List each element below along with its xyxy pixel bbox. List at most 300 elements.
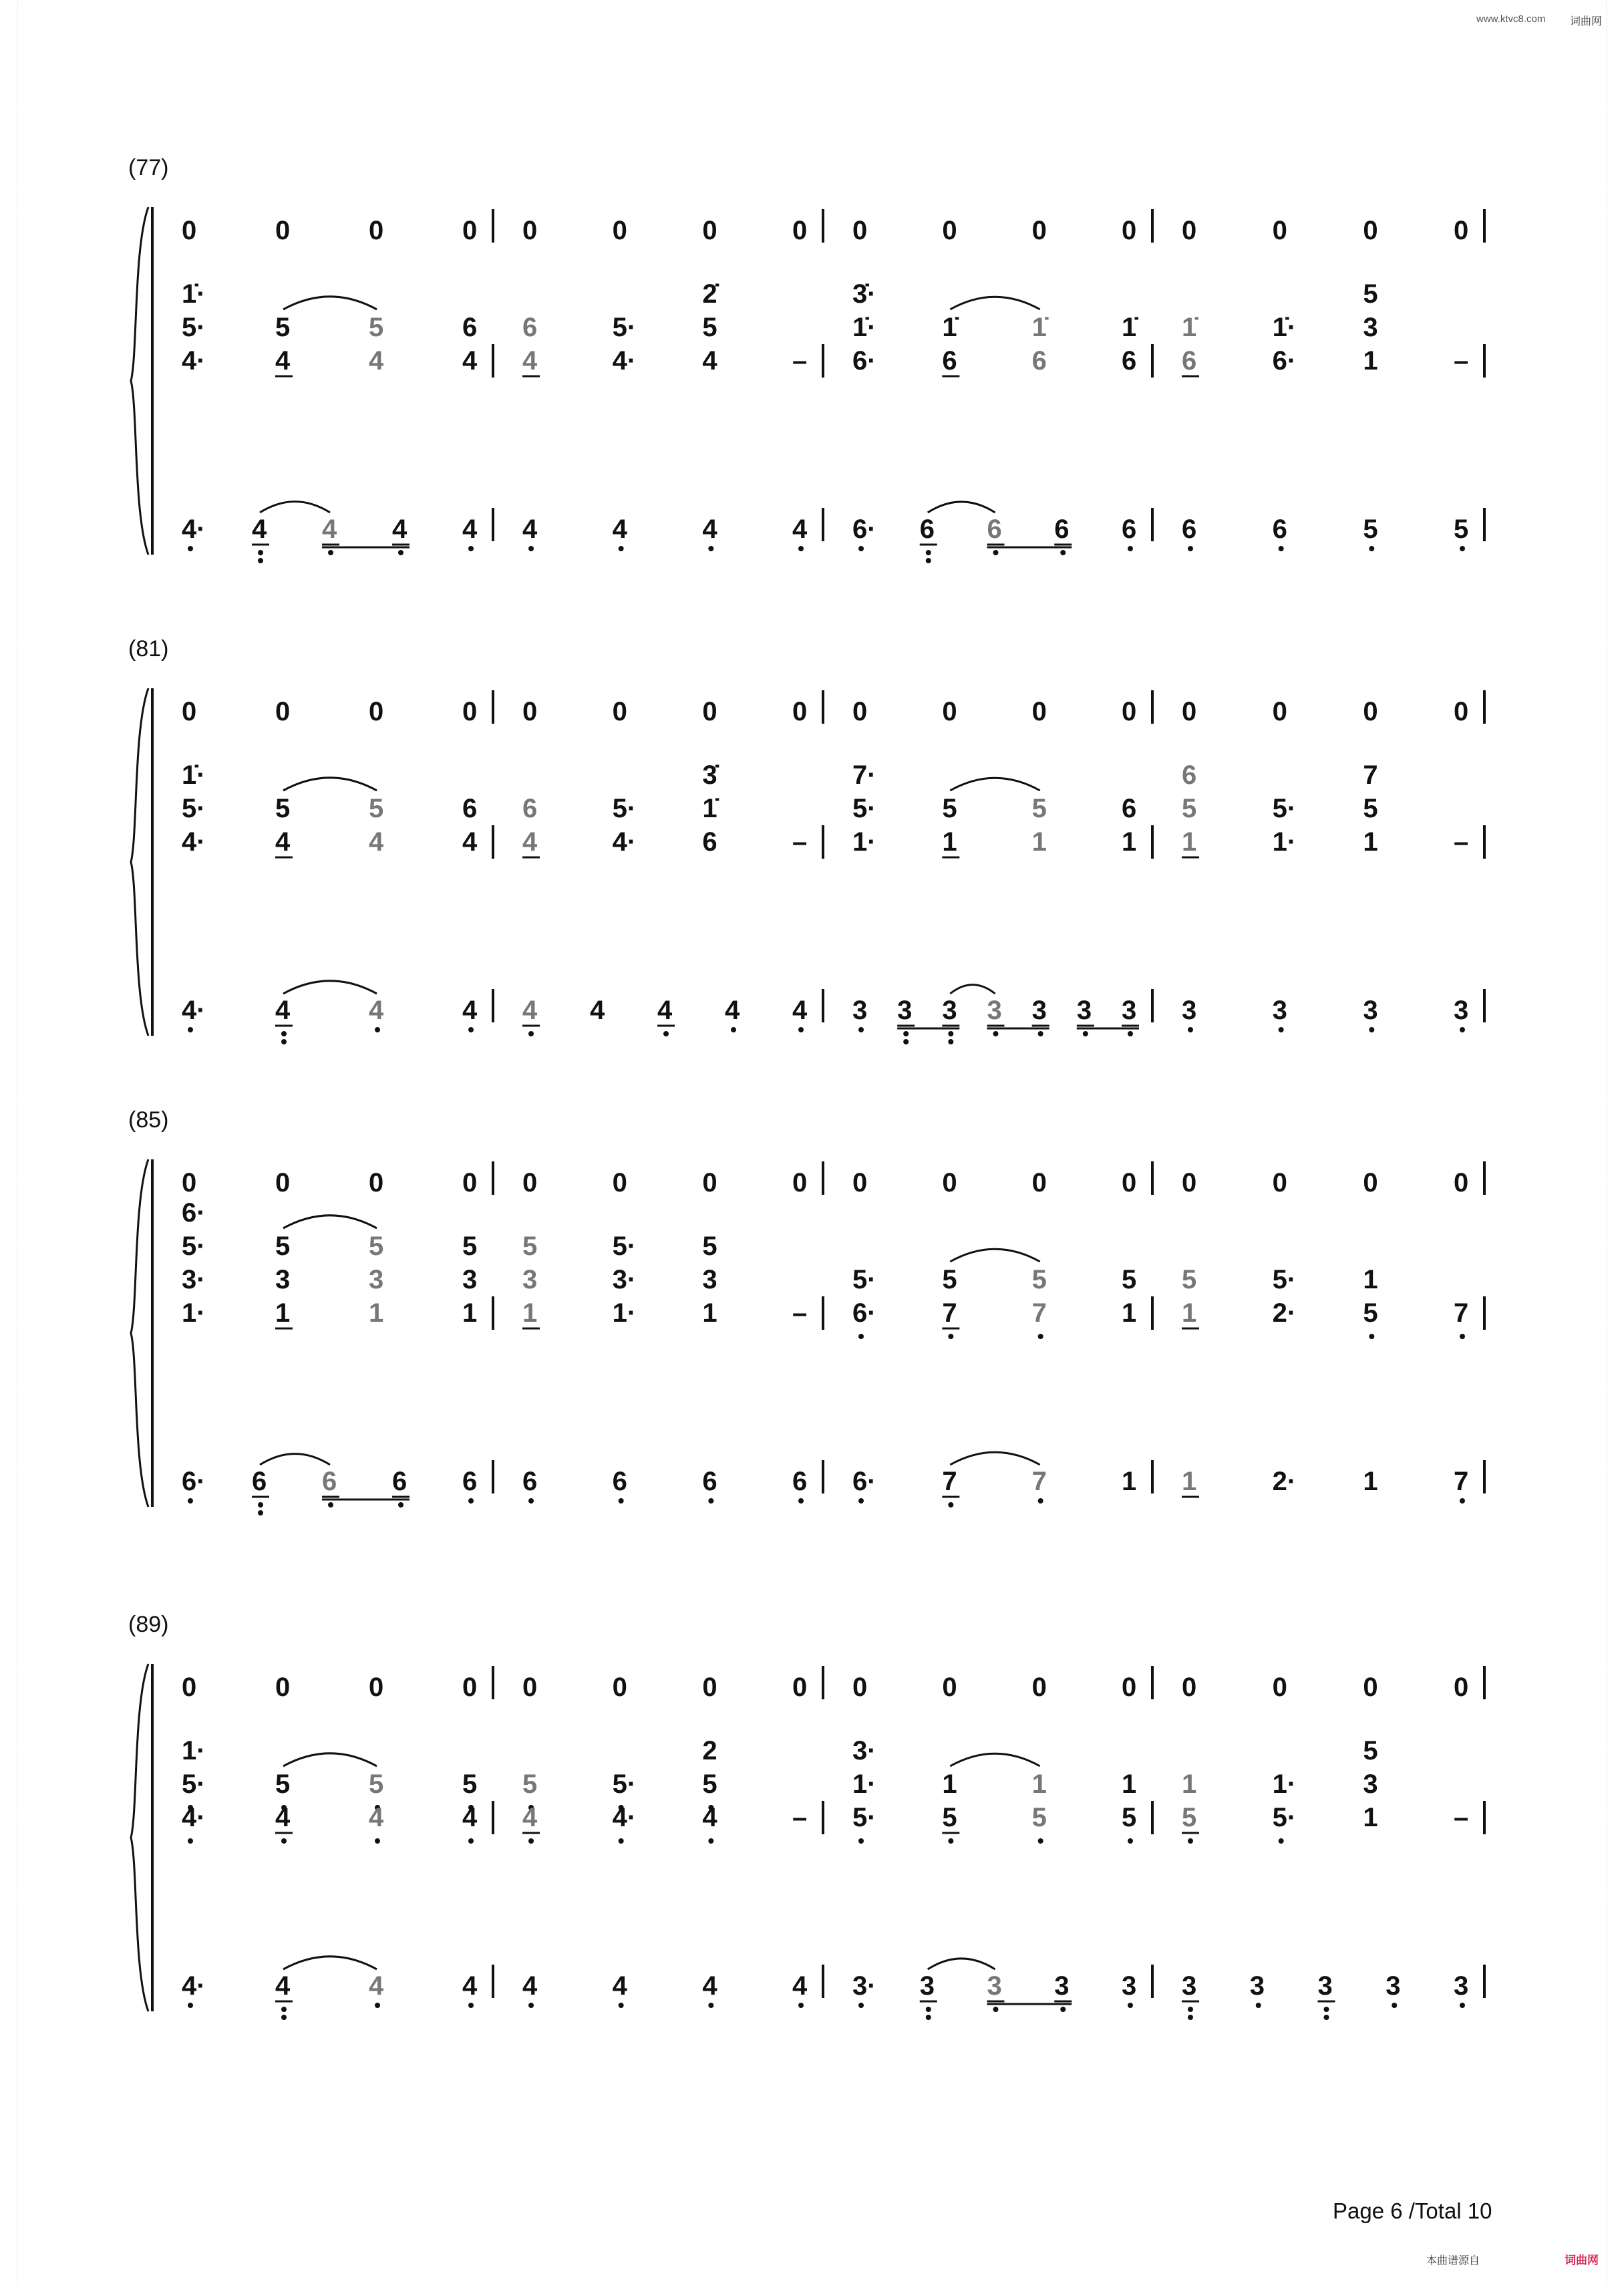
bass-note: 4· — [182, 515, 206, 544]
chord-note: 5 — [369, 1769, 384, 1799]
octave-dot — [1460, 2003, 1465, 2008]
top-note: 0 — [182, 1673, 197, 1702]
top-note: 0 — [275, 697, 291, 726]
chord-note: 5· — [612, 1769, 637, 1799]
top-note: 0 — [1182, 1168, 1197, 1197]
top-note: 0 — [1454, 216, 1469, 245]
chord-note: 1 — [369, 1298, 384, 1328]
chord-note: 5 — [522, 1232, 538, 1261]
bass-note: 6· — [182, 1467, 206, 1496]
tie-arc — [283, 1753, 377, 1766]
chord-note: 5 — [702, 1769, 717, 1799]
bass-note: 6 — [919, 515, 935, 544]
bass-note: 3 — [919, 1971, 935, 2001]
top-note: 0 — [852, 216, 868, 245]
octave-dot — [188, 546, 193, 551]
chord-note: 7 — [942, 1298, 957, 1328]
chord-note: 1 — [942, 1769, 957, 1799]
top-note: 0 — [522, 1168, 538, 1197]
octave-dot — [188, 2003, 193, 2008]
octave-dot — [1324, 2007, 1329, 2012]
chord-note: 6· — [852, 1298, 876, 1328]
top-note: 0 — [522, 697, 538, 726]
chord-note: 5 — [942, 1803, 957, 1832]
top-note: 0 — [612, 1673, 627, 1702]
chord-note: 4 — [702, 346, 717, 376]
chord-note: – — [1454, 346, 1469, 376]
chord-note: 6· — [852, 346, 876, 376]
header-site-name: 词曲网 — [1570, 16, 1603, 27]
octave-dot — [1460, 1334, 1465, 1339]
chord-note: 1̇ — [1122, 313, 1137, 342]
top-note: 0 — [1122, 697, 1137, 726]
chord-note: – — [1454, 1803, 1469, 1832]
octave-dot — [281, 2007, 287, 2012]
chord-note: – — [792, 346, 808, 376]
chord-note: 3 — [1363, 313, 1378, 342]
octave-dot — [1128, 1838, 1133, 1844]
chord-note: 1· — [852, 1769, 876, 1799]
octave-dot — [858, 546, 864, 551]
octave-dot — [798, 1027, 804, 1032]
chord-note: – — [792, 1298, 808, 1328]
top-note: 0 — [522, 216, 538, 245]
chord-note: 5 — [942, 794, 957, 823]
chord-note: 4 — [275, 1803, 291, 1832]
tie-arc — [950, 297, 1039, 309]
chord-note: 7 — [1454, 1298, 1469, 1328]
bass-note: 1 — [1122, 1467, 1137, 1496]
system-3 — [128, 1107, 1484, 1516]
tie-arc — [950, 1753, 1039, 1766]
octave-dot — [281, 1838, 287, 1844]
bass-note: 3 — [1454, 1971, 1469, 2001]
top-note: 0 — [462, 216, 478, 245]
octave-dot — [1083, 1031, 1088, 1036]
octave-dot — [375, 1838, 380, 1844]
chord-note: 6· — [182, 1198, 206, 1228]
bass-note: 3 — [1249, 1971, 1265, 2001]
chord-note: 5 — [702, 313, 717, 342]
octave-dot — [1128, 2003, 1133, 2008]
bass-note: 6 — [1272, 515, 1287, 544]
chord-note: 6 — [942, 346, 957, 376]
bass-note: 4 — [369, 996, 384, 1025]
octave-dot — [375, 2003, 380, 2008]
bass-note: 4 — [462, 1971, 478, 2001]
chord-note: 6 — [1122, 346, 1137, 376]
octave-dot — [281, 1031, 287, 1036]
octave-dot — [528, 1498, 534, 1504]
chord-note: 6 — [1122, 794, 1137, 823]
octave-dot — [258, 558, 263, 563]
bass-note: 6 — [322, 1467, 337, 1496]
octave-dot — [903, 1031, 909, 1036]
octave-dot — [281, 2015, 287, 2020]
bass-note: 3 — [1182, 996, 1197, 1025]
top-note: 0 — [462, 697, 478, 726]
bass-note: 5 — [1454, 515, 1469, 544]
bass-note: 6 — [792, 1467, 808, 1496]
chord-note: 6 — [1031, 346, 1047, 376]
top-note: 0 — [702, 1673, 717, 1702]
top-note: 0 — [1272, 216, 1287, 245]
bass-note: 4 — [612, 515, 627, 544]
bass-note: 3 — [897, 996, 913, 1025]
octave-dot — [188, 1498, 193, 1504]
top-note: 0 — [1122, 1673, 1137, 1702]
octave-dot — [663, 1031, 669, 1036]
chord-note: 5 — [1363, 794, 1378, 823]
chord-note: 4 — [522, 827, 538, 857]
chord-note: 4 — [462, 1803, 478, 1832]
top-note: 0 — [275, 1673, 291, 1702]
top-note: 0 — [1363, 1168, 1378, 1197]
chord-note: 1 — [1182, 1769, 1197, 1799]
octave-dot — [528, 1031, 534, 1036]
bass-note: 3 — [942, 996, 957, 1025]
octave-dot — [948, 1838, 953, 1844]
bass-note: 4 — [392, 515, 408, 544]
bass-note: 1 — [1182, 1467, 1197, 1496]
bass-note: 4 — [322, 515, 337, 544]
octave-dot — [1369, 546, 1374, 551]
octave-dot — [1038, 1334, 1043, 1339]
chord-note: 4 — [522, 1803, 538, 1832]
chord-note: – — [792, 827, 808, 857]
chord-note: 1 — [702, 1298, 717, 1328]
bass-note: 6 — [612, 1467, 627, 1496]
chord-note: 1̇· — [182, 760, 206, 790]
octave-dot — [948, 1039, 953, 1044]
top-note: 0 — [702, 697, 717, 726]
octave-dot — [1256, 2003, 1261, 2008]
octave-dot — [858, 1498, 864, 1504]
octave-dot — [468, 1027, 474, 1032]
chord-note: 5· — [612, 1232, 637, 1261]
top-note: 0 — [942, 1168, 957, 1197]
top-note: 0 — [369, 1673, 384, 1702]
chord-note: 3· — [612, 1265, 637, 1294]
chord-note: 7· — [852, 760, 876, 790]
chord-note: 1 — [522, 1298, 538, 1328]
top-note: 0 — [1272, 697, 1287, 726]
top-note: 0 — [1454, 697, 1469, 726]
top-note: 0 — [1454, 1168, 1469, 1197]
tie-arc — [283, 297, 377, 309]
octave-dot — [1392, 2003, 1397, 2008]
bass-note: 3 — [1031, 996, 1047, 1025]
octave-dot — [468, 1838, 474, 1844]
chord-note: 5 — [275, 313, 291, 342]
octave-dot — [948, 1502, 953, 1508]
system-brace — [131, 688, 148, 1036]
tie-arc — [283, 778, 377, 791]
octave-dot — [328, 550, 333, 555]
chord-note: 5 — [942, 1265, 957, 1294]
bass-note: 4 — [612, 1971, 627, 2001]
chord-note: 5 — [462, 1232, 478, 1261]
bass-note: 4 — [792, 996, 808, 1025]
chord-note: 5 — [1363, 1736, 1378, 1765]
chord-note: 1· — [852, 827, 876, 857]
tie-arc — [950, 1452, 1039, 1465]
chord-note: 4 — [369, 346, 384, 376]
top-note: 0 — [275, 216, 291, 245]
octave-dot — [619, 1498, 624, 1504]
chord-note: 5· — [1272, 1803, 1297, 1832]
measure-number: (77) — [128, 155, 169, 180]
bass-note: 4 — [590, 996, 605, 1025]
tie-arc — [928, 1959, 995, 1969]
octave-dot — [398, 1502, 403, 1508]
chord-note: 1 — [275, 1298, 291, 1328]
octave-dot — [1188, 2007, 1193, 2012]
top-note: 0 — [942, 697, 957, 726]
tie-arc — [950, 1249, 1039, 1262]
top-note: 0 — [1363, 697, 1378, 726]
bass-note: 4 — [462, 996, 478, 1025]
bass-note: 4 — [275, 1971, 291, 2001]
octave-dot — [708, 1498, 713, 1504]
tie-arc — [283, 981, 377, 994]
chord-note: 6 — [1182, 346, 1197, 376]
top-note: 0 — [1031, 216, 1047, 245]
chord-note: 1̇ — [1182, 313, 1197, 342]
chord-note: 1 — [462, 1298, 478, 1328]
octave-dot — [258, 1510, 263, 1516]
chord-note: 4· — [182, 827, 206, 857]
bass-note: 4 — [252, 515, 267, 544]
bass-note: 3 — [1272, 996, 1287, 1025]
top-note: 0 — [1182, 1673, 1197, 1702]
octave-dot — [1060, 2007, 1066, 2012]
chord-note: 5· — [612, 313, 637, 342]
chord-note: 1 — [942, 827, 957, 857]
top-note: 0 — [462, 1168, 478, 1197]
chord-note: 3 — [522, 1265, 538, 1294]
measure-number: (85) — [128, 1107, 169, 1133]
tie-arc — [260, 1454, 330, 1465]
chord-note: 1 — [1182, 827, 1197, 857]
chord-note: 5· — [182, 794, 206, 823]
chord-note: 5· — [182, 313, 206, 342]
chord-note: 5 — [1182, 1265, 1197, 1294]
top-note: 0 — [792, 697, 808, 726]
bass-note: 6 — [702, 1467, 717, 1496]
chord-note: 1 — [1031, 1769, 1047, 1799]
bass-note: 1 — [1363, 1467, 1378, 1496]
octave-dot — [1060, 550, 1066, 555]
bass-note: 7 — [942, 1467, 957, 1496]
octave-dot — [1460, 1027, 1465, 1032]
chord-note: 3 — [702, 1265, 717, 1294]
chord-note: 5 — [1031, 794, 1047, 823]
bass-note: 4 — [522, 515, 538, 544]
bass-note: 6 — [462, 1467, 478, 1496]
chord-note: 6 — [1182, 760, 1197, 790]
chord-note: 5· — [182, 1769, 206, 1799]
bass-note: 4· — [182, 1971, 206, 2001]
bass-note: 2· — [1272, 1467, 1297, 1496]
bass-note: 6 — [252, 1467, 267, 1496]
octave-dot — [398, 550, 403, 555]
top-note: 0 — [522, 1673, 538, 1702]
chord-note: 1̇· — [182, 279, 206, 309]
bass-note: 5 — [1363, 515, 1378, 544]
measure-number: (81) — [128, 636, 169, 662]
bass-note: 3 — [1122, 1971, 1137, 2001]
chord-note: 1̇ — [702, 794, 717, 823]
top-note: 0 — [852, 1168, 868, 1197]
octave-dot — [1279, 546, 1284, 551]
chord-note: 3· — [182, 1265, 206, 1294]
bass-note: 3 — [1454, 996, 1469, 1025]
top-note: 0 — [942, 216, 957, 245]
chord-note: 2̇ — [702, 279, 717, 309]
bass-note: 6· — [852, 515, 876, 544]
octave-dot — [1460, 546, 1465, 551]
octave-dot — [188, 1838, 193, 1844]
top-note: 0 — [1031, 1168, 1047, 1197]
octave-dot — [993, 1031, 999, 1036]
chord-note: 4 — [462, 346, 478, 376]
chord-note: 5 — [1363, 1298, 1378, 1328]
chord-note: 5 — [369, 1232, 384, 1261]
bass-note: 3· — [852, 1971, 876, 2001]
octave-dot — [468, 2003, 474, 2008]
chord-note: 4· — [182, 1803, 206, 1832]
chord-note: 3̇· — [852, 279, 876, 309]
octave-dot — [858, 1027, 864, 1032]
bass-note: 6 — [1054, 515, 1070, 544]
chord-note: – — [792, 1803, 808, 1832]
bass-note: 4 — [522, 1971, 538, 2001]
top-note: 0 — [1122, 216, 1137, 245]
tie-arc — [260, 502, 330, 513]
system-brace — [131, 1664, 148, 2011]
chord-note: 3 — [1363, 1769, 1378, 1799]
chord-note: 5 — [702, 1232, 717, 1261]
octave-dot — [1188, 2015, 1193, 2020]
chord-note: 7 — [1031, 1298, 1047, 1328]
octave-dot — [926, 2007, 931, 2012]
chord-note: 1· — [182, 1736, 206, 1765]
chord-note: 3 — [462, 1265, 478, 1294]
measure-number: (89) — [128, 1612, 169, 1637]
top-note: 0 — [275, 1168, 291, 1197]
bass-note: 6 — [1122, 515, 1137, 544]
tie-arc — [928, 502, 995, 513]
chord-note: 1 — [1122, 827, 1137, 857]
chord-note: 5 — [462, 1769, 478, 1799]
chord-note: 1· — [1272, 827, 1297, 857]
chord-note: 4 — [702, 1803, 717, 1832]
chord-note: 1· — [1272, 1769, 1297, 1799]
top-note: 0 — [462, 1673, 478, 1702]
octave-dot — [1279, 1838, 1284, 1844]
octave-dot — [1128, 1031, 1133, 1036]
tie-arc — [950, 778, 1039, 791]
octave-dot — [528, 546, 534, 551]
chord-note: 5 — [1363, 279, 1378, 309]
tie-arc — [950, 985, 995, 994]
top-note: 0 — [792, 1168, 808, 1197]
octave-dot — [1038, 1031, 1043, 1036]
bass-note: 6· — [852, 1467, 876, 1496]
chord-note: 5 — [275, 1232, 291, 1261]
top-note: 0 — [182, 697, 197, 726]
chord-note: 5· — [1272, 1265, 1297, 1294]
chord-note: 5 — [275, 794, 291, 823]
octave-dot — [926, 2015, 931, 2020]
chord-note: 3 — [369, 1265, 384, 1294]
octave-dot — [858, 1334, 864, 1339]
octave-dot — [948, 1031, 953, 1036]
chord-note: 4 — [275, 827, 291, 857]
chord-note: 4· — [612, 1803, 637, 1832]
octave-dot — [798, 546, 804, 551]
octave-dot — [468, 546, 474, 551]
octave-dot — [1460, 1498, 1465, 1504]
bass-note: 4 — [702, 515, 717, 544]
chord-note: 1· — [612, 1298, 637, 1328]
chord-note: – — [1454, 827, 1469, 857]
top-note: 0 — [1031, 697, 1047, 726]
page-number: Page 6 /Total 10 — [1333, 2198, 1492, 2223]
chord-note: 5· — [1272, 794, 1297, 823]
octave-dot — [619, 1838, 624, 1844]
bass-note: 3 — [987, 1971, 1002, 2001]
octave-dot — [798, 2003, 804, 2008]
system-brace — [131, 1159, 148, 1507]
bass-note: 4· — [182, 996, 206, 1025]
tie-arc — [283, 1957, 377, 1969]
bass-note: 6 — [522, 1467, 538, 1496]
chord-note: 1 — [1182, 1298, 1197, 1328]
system-brace — [131, 207, 148, 555]
bass-note: 3 — [1054, 1971, 1070, 2001]
chord-note: 3· — [852, 1736, 876, 1765]
bass-note: 3 — [852, 996, 868, 1025]
top-note: 0 — [792, 1673, 808, 1702]
chord-note: 5 — [369, 794, 384, 823]
header-url: www.ktvc8.com — [1476, 13, 1546, 25]
octave-dot — [1038, 1838, 1043, 1844]
octave-dot — [708, 1838, 713, 1844]
system-4 — [128, 1612, 1484, 2020]
chord-note: 2· — [1272, 1298, 1297, 1328]
top-note: 0 — [369, 216, 384, 245]
top-note: 0 — [182, 216, 197, 245]
bass-note: 4 — [369, 1971, 384, 2001]
top-note: 0 — [1272, 1673, 1287, 1702]
top-note: 0 — [1363, 216, 1378, 245]
chord-note: 5 — [369, 313, 384, 342]
chord-note: 1̇ — [942, 313, 957, 342]
octave-dot — [798, 1498, 804, 1504]
chord-note: 4· — [182, 346, 206, 376]
octave-dot — [188, 1027, 193, 1032]
bass-note: 4 — [725, 996, 740, 1025]
chord-note: 1 — [1031, 827, 1047, 857]
chord-note: 1 — [1363, 827, 1378, 857]
bass-note: 7 — [1454, 1467, 1469, 1496]
chord-note: 5· — [852, 1803, 876, 1832]
chord-note: 4· — [612, 827, 637, 857]
tie-arc — [283, 1216, 377, 1228]
bass-note: 4 — [792, 515, 808, 544]
